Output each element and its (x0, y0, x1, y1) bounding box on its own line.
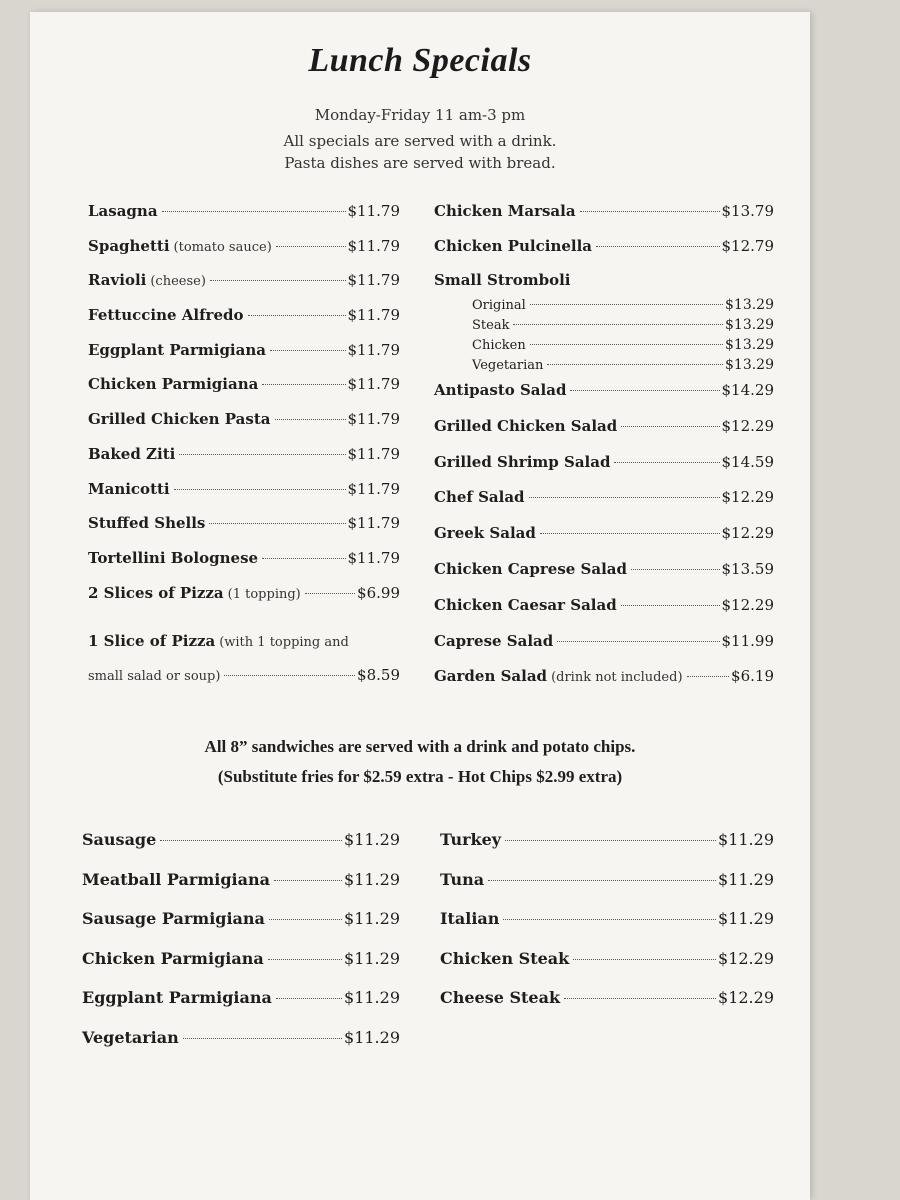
item-name: Tuna (440, 869, 485, 889)
item-price: $6.99 (357, 583, 400, 602)
item-name: Steak (472, 318, 510, 333)
menu-item (434, 596, 774, 632)
item-name: Vegetarian (82, 1027, 179, 1047)
leader-dots (621, 426, 719, 427)
item-price: $11.29 (344, 909, 400, 928)
menu-item (440, 909, 774, 949)
leader-dots (513, 324, 723, 325)
item-desc: (drink not included) (551, 670, 683, 686)
leader-dots (162, 211, 346, 212)
item-desc: (1 topping) (227, 586, 301, 602)
item-name: Caprese Salad (434, 631, 554, 650)
item-price: $11.29 (344, 830, 400, 849)
menu-item (82, 949, 400, 989)
item-name: Fettuccine Alfredo (88, 306, 244, 325)
item-name: Manicotti (88, 479, 170, 498)
item-price: $12.29 (721, 595, 774, 614)
menu-item (434, 237, 774, 272)
item-price: $13.59 (721, 559, 774, 578)
item-name: Antipasto Salad (434, 381, 567, 399)
hours-text: Monday-Friday 11 am-3 pm (314, 106, 526, 124)
item-price: $12.29 (721, 524, 774, 543)
item-name: Turkey (440, 830, 502, 849)
item-price: $11.79 (347, 514, 400, 533)
item-name: Chicken Steak (440, 948, 570, 968)
item-name: Grilled Chicken Salad (434, 416, 618, 435)
menu-item (434, 560, 774, 596)
item-name: Grilled Chicken Pasta (88, 410, 271, 429)
item-name: Eggplant Parmigiana (82, 988, 272, 1007)
item-price: $11.79 (347, 444, 400, 463)
menu-item (434, 453, 774, 489)
item-name: Eggplant Parmigiana (88, 340, 266, 359)
item-price: $11.79 (347, 479, 400, 498)
leader-dots (276, 246, 346, 247)
item-name: Stuffed Shells (88, 514, 206, 533)
leader-dots (557, 641, 719, 642)
item-price: $11.29 (344, 869, 400, 889)
item-name: 1 Slice of Pizza (88, 632, 216, 650)
leader-dots (248, 315, 346, 316)
menu-item (440, 870, 774, 910)
menu-item (88, 202, 400, 237)
leader-dots (530, 304, 723, 305)
menu-title: Lunch Specials (308, 42, 532, 79)
menu-item (88, 375, 400, 410)
leader-dots (210, 280, 346, 281)
item-price: $11.79 (347, 306, 400, 325)
leader-dots (614, 462, 719, 463)
leader-dots (596, 246, 719, 247)
menu-item (434, 337, 774, 357)
menu-item (434, 417, 774, 453)
leader-dots (276, 998, 342, 999)
leader-dots (564, 998, 716, 999)
item-price: $11.79 (347, 340, 400, 359)
menu-item (434, 297, 774, 317)
leader-dots (488, 880, 716, 881)
leader-dots (224, 675, 355, 676)
item-name: Chicken (472, 338, 526, 353)
item-price: $13.29 (725, 337, 774, 353)
menu-item (88, 445, 400, 480)
item-name: Ravioli (88, 271, 147, 290)
leader-dots (275, 419, 346, 420)
leader-dots (305, 593, 355, 594)
item-price: $11.29 (344, 1027, 400, 1047)
item-desc: small salad or soup) (88, 669, 221, 684)
item-desc: (cheese) (150, 274, 206, 290)
item-price: $12.79 (721, 236, 774, 255)
sandwich-note-line2: (Substitute fries for $2.59 extra - Hot Chips $2.99 extra) (217, 767, 623, 786)
left-sandwiches-column (82, 830, 400, 1067)
menu-item (88, 584, 400, 619)
item-price: $11.29 (344, 988, 400, 1007)
sandwich-note (30, 732, 810, 792)
leader-dots (570, 390, 719, 391)
menu-item (434, 202, 774, 237)
leader-dots (631, 569, 719, 570)
leader-dots (529, 497, 720, 498)
sandwich-note-line1: All 8” sandwiches are served with a drink and potato chips. (204, 737, 636, 756)
menu-item (434, 524, 774, 560)
menu-item (82, 830, 400, 870)
menu-item (88, 271, 400, 306)
leader-dots (687, 676, 730, 677)
menu-item (88, 480, 400, 515)
item-name: Small Stromboli (434, 271, 571, 289)
menu-item (434, 488, 774, 524)
menu-item (88, 549, 400, 584)
leader-dots (183, 1038, 342, 1039)
leader-dots (209, 523, 345, 524)
leader-dots (503, 919, 716, 920)
menu-item (82, 909, 400, 949)
item-name: Chicken Caprese Salad (434, 559, 628, 578)
item-price: $13.29 (725, 357, 774, 373)
menu-item (88, 410, 400, 445)
item-price: $12.29 (721, 488, 774, 507)
one-slice-item (88, 632, 400, 700)
menu-item (434, 357, 774, 377)
menu-item (440, 949, 774, 989)
left-specials-column (88, 202, 400, 618)
item-name: Greek Salad (434, 524, 536, 543)
item-name: Sausage (82, 830, 157, 849)
menu-item (440, 988, 774, 1028)
bread-note: Pasta dishes are served with bread. (284, 154, 556, 172)
item-desc: (tomato sauce) (173, 239, 272, 255)
item-price: $14.59 (721, 452, 774, 471)
item-name: Italian (440, 909, 500, 928)
leader-dots (262, 558, 345, 559)
leader-dots (262, 384, 345, 385)
leader-dots (505, 840, 716, 841)
menu-item (82, 870, 400, 910)
item-price: $11.79 (347, 375, 400, 394)
menu-item (82, 988, 400, 1028)
leader-dots (580, 211, 720, 212)
item-price: $8.59 (357, 666, 400, 684)
item-name: Baked Ziti (88, 444, 176, 463)
item-name: Grilled Shrimp Salad (434, 452, 611, 471)
item-name: Chicken Caesar Salad (434, 595, 617, 614)
item-price: $12.29 (718, 988, 774, 1007)
item-price: $11.99 (721, 631, 774, 650)
menu-item (440, 830, 774, 870)
right-sandwiches-column (440, 830, 774, 1028)
item-name: Garden Salad (434, 667, 548, 686)
item-name: Lasagna (88, 202, 158, 220)
item-name: Vegetarian (472, 358, 544, 373)
menu-item (434, 632, 774, 668)
leader-dots (530, 344, 723, 345)
leader-dots (269, 919, 342, 920)
leader-dots (160, 840, 342, 841)
item-price: $11.79 (347, 271, 400, 290)
leader-dots (621, 605, 720, 606)
item-name: Meatball Parmigiana (82, 869, 270, 889)
item-price: $13.79 (721, 202, 774, 220)
drink-note: All specials are served with a drink. (283, 132, 557, 150)
item-desc: (with 1 topping and (219, 635, 349, 650)
menu-item (434, 667, 774, 703)
leader-dots (174, 489, 346, 490)
item-name: Chicken Parmigiana (82, 948, 264, 968)
item-price: $11.29 (718, 869, 774, 889)
right-specials-column (434, 202, 774, 703)
menu-item (88, 237, 400, 272)
menu-item (434, 317, 774, 337)
menu-item (88, 514, 400, 549)
item-price: $11.29 (718, 830, 774, 849)
leader-dots (268, 959, 342, 960)
leader-dots (179, 454, 345, 455)
item-name: 2 Slices of Pizza (88, 583, 224, 602)
item-name: Tortellini Bolognese (88, 548, 259, 567)
item-price: $12.29 (718, 948, 774, 968)
menu-page (30, 12, 810, 1200)
item-price: $13.29 (725, 297, 774, 313)
item-name: Chicken Parmigiana (88, 375, 259, 394)
item-name: Spaghetti (88, 236, 170, 255)
item-price: $14.29 (721, 381, 774, 399)
item-price: $11.29 (718, 909, 774, 928)
item-name: Chef Salad (434, 488, 525, 507)
leader-dots (540, 533, 720, 534)
leader-dots (573, 959, 716, 960)
item-price: $11.29 (344, 948, 400, 968)
item-price: $11.79 (347, 202, 400, 220)
leader-dots (270, 350, 346, 351)
menu-item (88, 306, 400, 341)
item-price: $11.79 (347, 236, 400, 255)
stromboli-heading (434, 271, 774, 297)
menu-item (434, 381, 774, 417)
item-price: $12.29 (721, 416, 774, 435)
item-price: $6.19 (731, 667, 774, 686)
item-price: $11.79 (347, 548, 400, 567)
menu-item (82, 1028, 400, 1068)
item-name: Original (472, 298, 526, 313)
item-price: $11.79 (347, 410, 400, 429)
item-name: Cheese Steak (440, 988, 561, 1007)
item-name: Chicken Marsala (434, 202, 576, 220)
item-name: Sausage Parmigiana (82, 909, 265, 928)
leader-dots (274, 880, 342, 881)
menu-item (88, 341, 400, 376)
item-name: Chicken Pulcinella (434, 236, 593, 255)
item-price: $13.29 (725, 317, 774, 333)
leader-dots (547, 364, 723, 365)
